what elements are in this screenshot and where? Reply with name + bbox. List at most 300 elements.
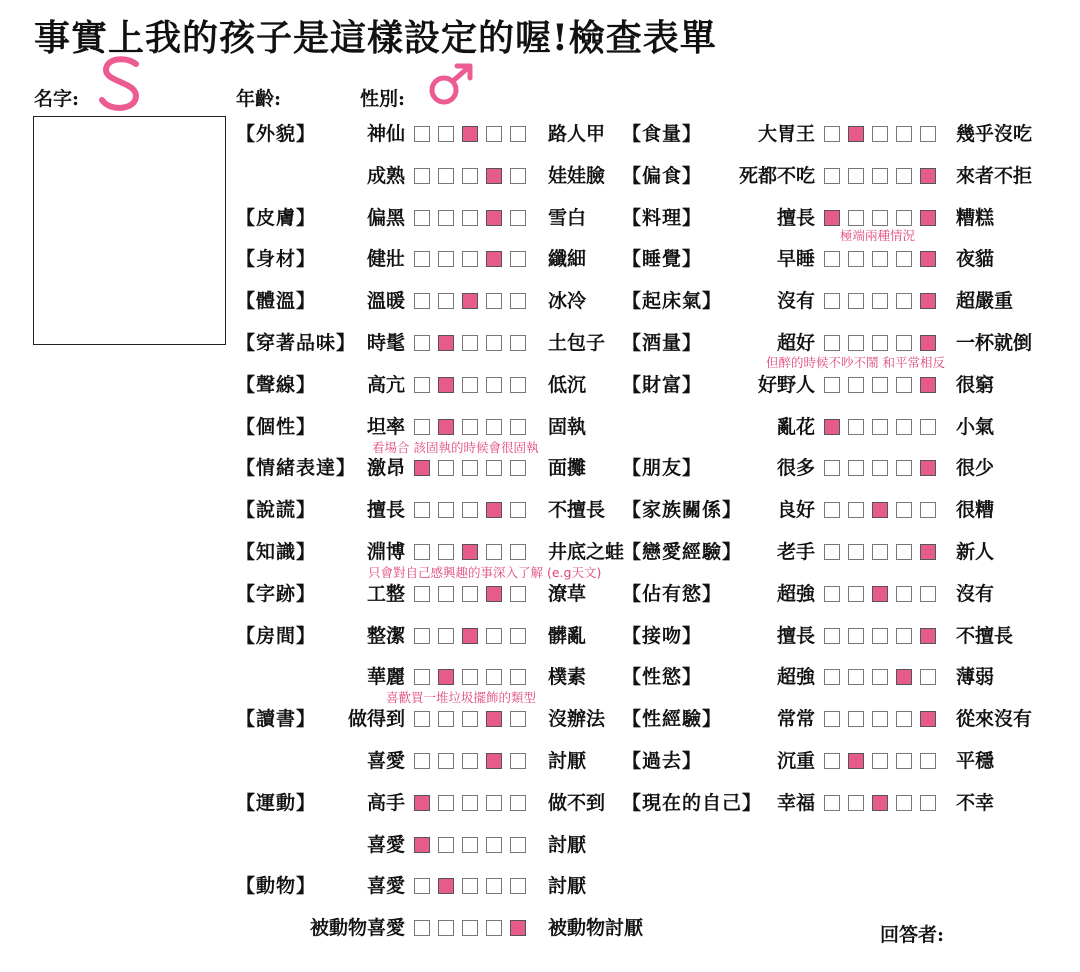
checkbox-checked[interactable] <box>920 628 936 644</box>
category-label: 【酒量】 <box>622 332 703 354</box>
checkbox-empty[interactable] <box>462 377 478 393</box>
right-term: 低沉 <box>548 374 587 396</box>
checkbox-empty[interactable] <box>824 335 840 351</box>
checkbox-empty[interactable] <box>848 628 864 644</box>
checkbox-empty[interactable] <box>486 878 502 894</box>
checkbox-empty[interactable] <box>872 460 888 476</box>
checkbox-empty[interactable] <box>848 586 864 602</box>
checkbox-empty[interactable] <box>510 335 526 351</box>
left-term: 沒有 <box>776 290 815 312</box>
checkbox-empty[interactable] <box>486 377 502 393</box>
checkbox-empty[interactable] <box>414 711 430 727</box>
right-term: 從來沒有 <box>956 708 1033 730</box>
checkbox-checked[interactable] <box>896 669 912 685</box>
checkbox-checked[interactable] <box>920 544 936 560</box>
checkbox-empty[interactable] <box>438 210 454 226</box>
checkbox-empty[interactable] <box>824 586 840 602</box>
checkbox-empty[interactable] <box>438 126 454 142</box>
checkbox-empty[interactable] <box>414 544 430 560</box>
rating-scale <box>824 168 944 188</box>
rating-scale <box>414 168 534 188</box>
checkbox-empty[interactable] <box>510 126 526 142</box>
note-personality: 看場合 該固執的時候會很固執 <box>372 440 539 455</box>
checkbox-empty[interactable] <box>462 335 478 351</box>
checkbox-empty[interactable] <box>462 586 478 602</box>
checkbox-empty[interactable] <box>414 293 430 309</box>
checkbox-empty[interactable] <box>414 377 430 393</box>
checkbox-checked[interactable] <box>824 419 840 435</box>
checkbox-empty[interactable] <box>824 377 840 393</box>
checkbox-empty[interactable] <box>872 711 888 727</box>
checkbox-checked[interactable] <box>414 837 430 853</box>
checkbox-checked[interactable] <box>848 753 864 769</box>
category-label: 【體溫】 <box>236 290 317 312</box>
left-term: 溫暖 <box>366 290 405 312</box>
checkbox-empty[interactable] <box>414 920 430 936</box>
rating-scale <box>414 795 534 815</box>
right-term: 小氣 <box>956 416 995 438</box>
category-label: 【朋友】 <box>622 457 703 479</box>
right-term: 井底之蛙 <box>548 541 625 563</box>
checkbox-empty[interactable] <box>896 251 912 267</box>
checkbox-empty[interactable] <box>414 126 430 142</box>
right-term: 糟糕 <box>956 207 995 229</box>
checkbox-empty[interactable] <box>438 544 454 560</box>
rating-scale <box>414 711 534 731</box>
checkbox-empty[interactable] <box>438 460 454 476</box>
checkbox-empty[interactable] <box>920 502 936 518</box>
checkbox-empty[interactable] <box>438 502 454 518</box>
checkbox-empty[interactable] <box>462 251 478 267</box>
checkbox-empty[interactable] <box>824 168 840 184</box>
category-label: 【睡覺】 <box>622 248 703 270</box>
checkbox-empty[interactable] <box>872 293 888 309</box>
right-term: 很少 <box>956 457 995 479</box>
checkbox-empty[interactable] <box>438 795 454 811</box>
rating-scale <box>414 920 534 940</box>
right-term: 新人 <box>956 541 995 563</box>
checkbox-empty[interactable] <box>920 753 936 769</box>
checkbox-empty[interactable] <box>872 251 888 267</box>
category-label: 【運動】 <box>236 792 317 814</box>
checkbox-empty[interactable] <box>896 419 912 435</box>
checkbox-empty[interactable] <box>824 753 840 769</box>
checkbox-empty[interactable] <box>824 126 840 142</box>
checkbox-empty[interactable] <box>920 126 936 142</box>
checkbox-empty[interactable] <box>414 502 430 518</box>
checkbox-empty[interactable] <box>872 335 888 351</box>
left-term: 亂花 <box>776 416 815 438</box>
checkbox-empty[interactable] <box>848 168 864 184</box>
left-term: 擅長 <box>366 499 405 521</box>
checkbox-checked[interactable] <box>848 126 864 142</box>
checkbox-empty[interactable] <box>848 419 864 435</box>
left-term: 擅長 <box>776 625 815 647</box>
checkbox-checked[interactable] <box>510 920 526 936</box>
left-term: 沉重 <box>776 750 815 772</box>
checkbox-empty[interactable] <box>438 628 454 644</box>
left-term: 偏黑 <box>366 207 405 229</box>
checkbox-empty[interactable] <box>510 669 526 685</box>
checkbox-empty[interactable] <box>486 419 502 435</box>
checkbox-checked[interactable] <box>920 210 936 226</box>
checkbox-checked[interactable] <box>438 419 454 435</box>
left-term: 被動物喜愛 <box>309 917 405 939</box>
checkbox-empty[interactable] <box>438 837 454 853</box>
checkbox-empty[interactable] <box>486 628 502 644</box>
checkbox-empty[interactable] <box>486 126 502 142</box>
checkbox-empty[interactable] <box>462 502 478 518</box>
right-term: 超嚴重 <box>956 290 1014 312</box>
checkbox-empty[interactable] <box>872 210 888 226</box>
checkbox-checked[interactable] <box>462 126 478 142</box>
checkbox-empty[interactable] <box>510 878 526 894</box>
left-term: 常常 <box>776 708 815 730</box>
checkbox-empty[interactable] <box>414 335 430 351</box>
left-term: 健壯 <box>366 248 405 270</box>
checkbox-empty[interactable] <box>486 795 502 811</box>
left-term: 激昂 <box>366 457 405 479</box>
checkbox-checked[interactable] <box>438 669 454 685</box>
checkbox-checked[interactable] <box>438 878 454 894</box>
checkbox-empty[interactable] <box>896 711 912 727</box>
checkbox-empty[interactable] <box>848 335 864 351</box>
checkbox-empty[interactable] <box>438 293 454 309</box>
checkbox-checked[interactable] <box>438 377 454 393</box>
checkbox-empty[interactable] <box>414 419 430 435</box>
checkbox-checked[interactable] <box>920 168 936 184</box>
right-term: 不擅長 <box>956 625 1014 647</box>
checkbox-empty[interactable] <box>486 669 502 685</box>
checkbox-empty[interactable] <box>510 377 526 393</box>
checkbox-empty[interactable] <box>920 795 936 811</box>
rating-scale <box>414 502 534 522</box>
checkbox-empty[interactable] <box>896 168 912 184</box>
category-label: 【偏食】 <box>622 165 703 187</box>
checkbox-empty[interactable] <box>462 210 478 226</box>
checkbox-empty[interactable] <box>510 628 526 644</box>
checkbox-checked[interactable] <box>486 251 502 267</box>
checkbox-empty[interactable] <box>872 168 888 184</box>
checkbox-empty[interactable] <box>896 460 912 476</box>
checkbox-empty[interactable] <box>486 544 502 560</box>
checkbox-empty[interactable] <box>848 210 864 226</box>
rating-scale <box>824 251 944 271</box>
checkbox-empty[interactable] <box>486 293 502 309</box>
checkbox-empty[interactable] <box>462 460 478 476</box>
rating-scale <box>414 586 534 606</box>
checkbox-checked[interactable] <box>872 586 888 602</box>
rating-scale <box>414 753 534 773</box>
checkbox-empty[interactable] <box>896 335 912 351</box>
checkbox-empty[interactable] <box>848 669 864 685</box>
checkbox-empty[interactable] <box>896 628 912 644</box>
checkbox-checked[interactable] <box>414 795 430 811</box>
rating-scale <box>824 753 944 773</box>
left-term: 高手 <box>366 792 405 814</box>
checkbox-empty[interactable] <box>896 795 912 811</box>
checkbox-empty[interactable] <box>896 210 912 226</box>
checkbox-empty[interactable] <box>848 251 864 267</box>
checkbox-checked[interactable] <box>486 210 502 226</box>
checkbox-empty[interactable] <box>486 920 502 936</box>
rating-scale <box>824 335 944 355</box>
left-term: 成熟 <box>366 165 405 187</box>
rating-scale <box>414 460 534 480</box>
checkbox-checked[interactable] <box>872 795 888 811</box>
checkbox-empty[interactable] <box>872 753 888 769</box>
rating-scale <box>414 878 534 898</box>
checkbox-empty[interactable] <box>872 669 888 685</box>
checkbox-empty[interactable] <box>438 920 454 936</box>
right-term: 討厭 <box>548 750 587 772</box>
left-term: 早睡 <box>776 248 815 270</box>
checkbox-empty[interactable] <box>848 544 864 560</box>
left-term: 整潔 <box>366 625 405 647</box>
checkbox-empty[interactable] <box>824 251 840 267</box>
left-term: 超好 <box>776 332 815 354</box>
checkbox-empty[interactable] <box>414 669 430 685</box>
category-label: 【身材】 <box>236 248 317 270</box>
checkbox-checked[interactable] <box>920 293 936 309</box>
checkbox-empty[interactable] <box>438 168 454 184</box>
right-term: 不幸 <box>956 792 995 814</box>
checkbox-empty[interactable] <box>896 586 912 602</box>
left-term: 好野人 <box>757 374 815 396</box>
checkbox-empty[interactable] <box>896 502 912 518</box>
checkbox-checked[interactable] <box>486 502 502 518</box>
checkbox-empty[interactable] <box>462 837 478 853</box>
checkbox-empty[interactable] <box>824 544 840 560</box>
rating-scale <box>824 126 944 146</box>
right-term: 討厭 <box>548 875 587 897</box>
right-term: 路人甲 <box>548 123 606 145</box>
checkbox-empty[interactable] <box>510 544 526 560</box>
note-drinking: 但醉的時候不吵不鬧 和平常相反 <box>766 355 945 370</box>
checkbox-empty[interactable] <box>462 168 478 184</box>
checkbox-empty[interactable] <box>462 711 478 727</box>
answerer-label: 回答者: <box>880 924 945 946</box>
checkbox-empty[interactable] <box>414 210 430 226</box>
rating-scale <box>414 335 534 355</box>
checkbox-empty[interactable] <box>896 544 912 560</box>
checkbox-empty[interactable] <box>848 460 864 476</box>
category-label: 【食量】 <box>622 123 703 145</box>
right-term: 潦草 <box>548 583 587 605</box>
checkbox-empty[interactable] <box>920 419 936 435</box>
category-label: 【性慾】 <box>622 666 703 688</box>
right-term: 娃娃臉 <box>548 165 606 187</box>
left-term: 死都不吃 <box>738 165 815 187</box>
category-label: 【戀愛經驗】 <box>622 541 743 563</box>
category-label: 【知識】 <box>236 541 317 563</box>
rating-scale <box>414 251 534 271</box>
note-knowledge: 只會對自己感興趣的事深入了解 (e.g天文) <box>368 565 602 580</box>
checkbox-empty[interactable] <box>510 502 526 518</box>
checkbox-checked[interactable] <box>824 210 840 226</box>
checkbox-checked[interactable] <box>462 293 478 309</box>
checkbox-empty[interactable] <box>462 795 478 811</box>
right-term: 土包子 <box>548 332 606 354</box>
right-term: 冰冷 <box>548 290 587 312</box>
checkbox-empty[interactable] <box>486 837 502 853</box>
category-label: 【接吻】 <box>622 625 703 647</box>
checkbox-empty[interactable] <box>896 293 912 309</box>
checkbox-empty[interactable] <box>848 502 864 518</box>
checkbox-empty[interactable] <box>824 669 840 685</box>
checkbox-empty[interactable] <box>510 711 526 727</box>
left-term: 幸福 <box>776 792 815 814</box>
category-label: 【聲線】 <box>236 374 317 396</box>
left-term: 做得到 <box>347 708 405 730</box>
checkbox-empty[interactable] <box>848 377 864 393</box>
checkbox-empty[interactable] <box>872 419 888 435</box>
right-term: 夜貓 <box>956 248 995 270</box>
left-term: 喜愛 <box>366 834 405 856</box>
right-term: 髒亂 <box>548 625 587 647</box>
checkbox-empty[interactable] <box>510 419 526 435</box>
checkbox-checked[interactable] <box>462 628 478 644</box>
checkbox-checked[interactable] <box>920 335 936 351</box>
category-label: 【說謊】 <box>236 499 317 521</box>
checkbox-empty[interactable] <box>824 502 840 518</box>
checkbox-empty[interactable] <box>848 795 864 811</box>
checkbox-checked[interactable] <box>486 586 502 602</box>
rating-scale <box>824 293 944 313</box>
right-term: 被動物討厭 <box>548 917 644 939</box>
checkbox-empty[interactable] <box>510 837 526 853</box>
left-term: 超強 <box>776 666 815 688</box>
right-term: 很糟 <box>956 499 995 521</box>
checkbox-empty[interactable] <box>510 460 526 476</box>
right-term: 沒有 <box>956 583 995 605</box>
checkbox-empty[interactable] <box>438 753 454 769</box>
checkbox-empty[interactable] <box>824 711 840 727</box>
rating-scale <box>414 419 534 439</box>
checkbox-empty[interactable] <box>438 711 454 727</box>
checkbox-empty[interactable] <box>896 753 912 769</box>
checkbox-empty[interactable] <box>848 711 864 727</box>
checkbox-empty[interactable] <box>920 586 936 602</box>
checkbox-empty[interactable] <box>438 586 454 602</box>
right-term: 來者不拒 <box>956 165 1033 187</box>
male-symbol-icon <box>426 60 478 108</box>
checkbox-empty[interactable] <box>872 126 888 142</box>
checkbox-checked[interactable] <box>920 377 936 393</box>
left-term: 淵博 <box>366 541 405 563</box>
gender-label: 性別: <box>360 88 406 110</box>
checkbox-empty[interactable] <box>824 628 840 644</box>
checkbox-empty[interactable] <box>510 753 526 769</box>
rating-scale <box>824 586 944 606</box>
checkbox-empty[interactable] <box>414 251 430 267</box>
rating-scale <box>824 419 944 439</box>
checkbox-empty[interactable] <box>872 544 888 560</box>
checkbox-checked[interactable] <box>920 711 936 727</box>
left-term: 良好 <box>776 499 815 521</box>
checkbox-empty[interactable] <box>462 920 478 936</box>
checkbox-empty[interactable] <box>462 878 478 894</box>
checkbox-checked[interactable] <box>486 753 502 769</box>
checkbox-empty[interactable] <box>510 251 526 267</box>
left-term: 華麗 <box>366 666 405 688</box>
checkbox-empty[interactable] <box>414 753 430 769</box>
checkbox-empty[interactable] <box>920 669 936 685</box>
checkbox-empty[interactable] <box>872 628 888 644</box>
right-term: 很窮 <box>956 374 995 396</box>
checkbox-empty[interactable] <box>414 628 430 644</box>
checkbox-empty[interactable] <box>896 377 912 393</box>
right-term: 平穩 <box>956 750 995 772</box>
category-label: 【動物】 <box>236 875 317 897</box>
checkbox-empty[interactable] <box>510 210 526 226</box>
checkbox-checked[interactable] <box>462 544 478 560</box>
rating-scale <box>414 377 534 397</box>
rating-scale <box>414 628 534 648</box>
category-label: 【料理】 <box>622 207 703 229</box>
left-term: 大胃王 <box>757 123 815 145</box>
checkbox-empty[interactable] <box>438 251 454 267</box>
checkbox-checked[interactable] <box>486 168 502 184</box>
photo-frame <box>33 116 226 345</box>
checkbox-empty[interactable] <box>462 419 478 435</box>
category-label: 【穿著品味】 <box>236 332 357 354</box>
checkbox-empty[interactable] <box>462 669 478 685</box>
page-title: 事實上我的孩子是這樣設定的喔!檢查表單 <box>34 17 717 59</box>
checkbox-empty[interactable] <box>848 293 864 309</box>
rating-scale <box>824 502 944 522</box>
name-label: 名字: <box>34 88 80 110</box>
checkbox-empty[interactable] <box>824 795 840 811</box>
checkbox-empty[interactable] <box>510 293 526 309</box>
checkbox-checked[interactable] <box>438 335 454 351</box>
age-label: 年齡: <box>236 88 282 110</box>
category-label: 【起床氣】 <box>622 290 723 312</box>
checkbox-checked[interactable] <box>920 251 936 267</box>
checkbox-empty[interactable] <box>414 168 430 184</box>
checkbox-empty[interactable] <box>872 377 888 393</box>
rating-scale <box>414 293 534 313</box>
checkbox-empty[interactable] <box>414 586 430 602</box>
right-term: 幾乎沒吃 <box>956 123 1033 145</box>
category-label: 【佔有慾】 <box>622 583 723 605</box>
right-term: 一杯就倒 <box>956 332 1033 354</box>
left-term: 工整 <box>366 583 405 605</box>
checkbox-empty[interactable] <box>824 293 840 309</box>
rating-scale <box>824 795 944 815</box>
checkbox-checked[interactable] <box>872 502 888 518</box>
checkbox-empty[interactable] <box>510 586 526 602</box>
checkbox-checked[interactable] <box>486 711 502 727</box>
left-term: 神仙 <box>366 123 405 145</box>
rating-scale <box>824 669 944 689</box>
note-room: 喜歡買一堆垃圾擺飾的類型 <box>386 690 537 705</box>
checkbox-empty[interactable] <box>414 878 430 894</box>
checkbox-checked[interactable] <box>920 460 936 476</box>
checkbox-empty[interactable] <box>486 460 502 476</box>
category-label: 【現在的自己】 <box>622 792 763 814</box>
checkbox-empty[interactable] <box>462 753 478 769</box>
right-term: 不擅長 <box>548 499 606 521</box>
checkbox-checked[interactable] <box>414 460 430 476</box>
left-term: 喜愛 <box>366 750 405 772</box>
checkbox-empty[interactable] <box>510 795 526 811</box>
checkbox-empty[interactable] <box>824 460 840 476</box>
checkbox-empty[interactable] <box>510 168 526 184</box>
checkbox-empty[interactable] <box>486 335 502 351</box>
checkbox-empty[interactable] <box>896 126 912 142</box>
left-term: 喜愛 <box>366 875 405 897</box>
